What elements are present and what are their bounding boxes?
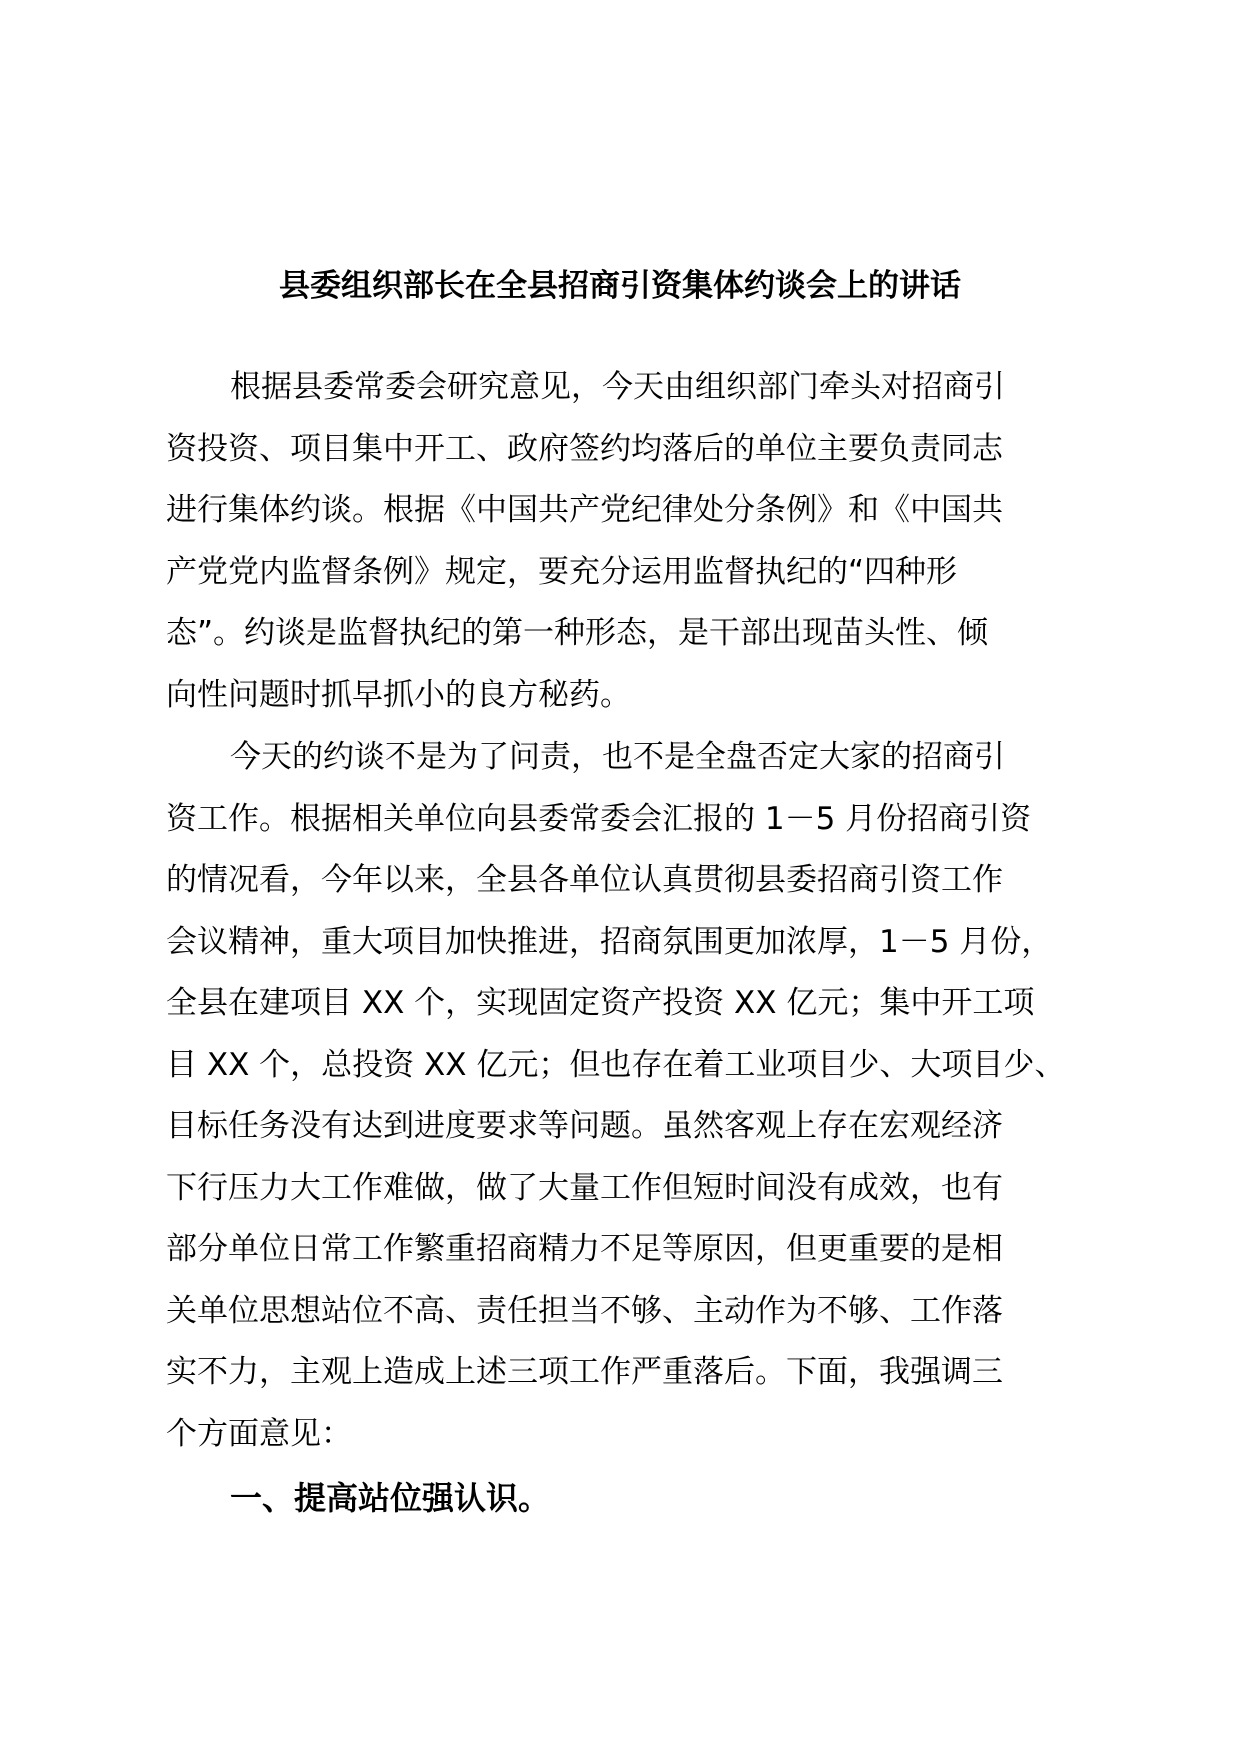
document-title: 县委组织部长在全县招商引资集体约谈会上的讲话 <box>279 268 961 304</box>
paragraph-line: 全县在建项目 XX 个，实现固定资产投资 XX 亿元；集中开工项 <box>166 985 1035 1021</box>
paragraph-line: 的情况看，今年以来，全县各单位认真贯彻县委招商引资工作 <box>166 862 1003 898</box>
paragraph-line: 态”。约谈是监督执纪的第一种形态，是干部出现苗头性、倾 <box>166 615 989 651</box>
paragraph-line: 会议精神，重大项目加快推进，招商氛围更加浓厚，1－5 月份， <box>166 923 1053 960</box>
paragraph-line: 下行压力大工作难做，做了大量工作但短时间没有成效，也有 <box>166 1169 1003 1206</box>
section-heading: 一、提高站位强认识。 <box>230 1479 551 1517</box>
paragraph-line: 目 XX 个，总投资 XX 亿元；但也存在着工业项目少、大项目少、 <box>166 1046 1066 1083</box>
paragraph-line: 资投资、项目集中开工、政府签约均落后的单位主要负责同志 <box>166 430 1003 467</box>
paragraph-line: 目标任务没有达到进度要求等问题。虽然客观上存在宏观经济 <box>166 1108 1003 1144</box>
paragraph-2 <box>166 727 1126 1465</box>
paragraph-line: 个方面意见： <box>166 1415 352 1452</box>
paragraph-line: 资工作。根据相关单位向县委常委会汇报的 1－5 月份招商引资 <box>166 800 1032 837</box>
paragraph-line: 部分单位日常工作繁重招商精力不足等原因，但更重要的是相 <box>166 1231 1003 1267</box>
paragraph-line: 向性问题时抓早抓小的良方秘药。 <box>166 676 631 713</box>
paragraph-line: 根据县委常委会研究意见，今天由组织部门牵头对招商引 <box>230 369 1005 405</box>
paragraph-line: 关单位思想站位不高、责任担当不够、主动作为不够、工作落 <box>166 1292 1003 1329</box>
paragraph-line: 产党党内监督条例》规定，要充分运用监督执纪的“四种形 <box>166 553 958 590</box>
paragraph-1 <box>166 357 1126 726</box>
paragraph-line: 进行集体约谈。根据《中国共产党纪律处分条例》和《中国共 <box>166 492 1003 528</box>
paragraph-line: 今天的约谈不是为了问责，也不是全盘否定大家的招商引 <box>230 739 1005 775</box>
paragraph-line: 实不力，主观上造成上述三项工作严重落后。下面，我强调三 <box>166 1354 1003 1390</box>
